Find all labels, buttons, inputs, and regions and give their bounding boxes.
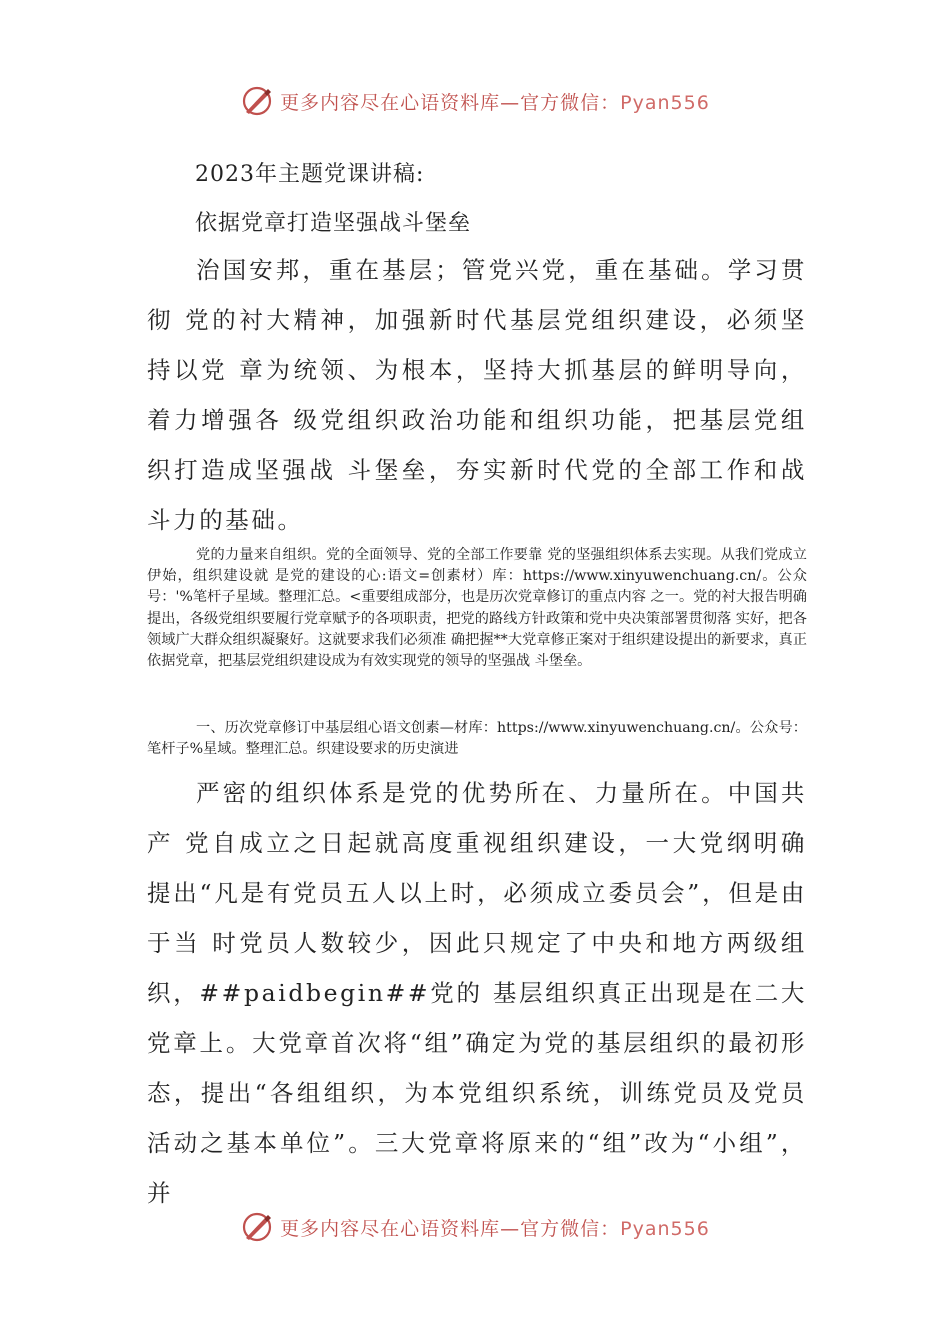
banner-text: [280, 88, 710, 115]
header-banner: [0, 84, 950, 118]
paragraph-2: 党的力量来自组织。党的全面领导、党的全部工作要靠 党的坚强组织体系去实现。从我们党成立伊始，组织建设就 是党的建设的心:语文=创素材）库：https://www.xinyuwenchuang.cn/。公众号：'%笔杆子星域。整理汇总。<重要组成部分，也是历次党章修订的重点内容 之一。党的衬大报告明确提出，各级党组织要履行党章赋予的各项职责，把党的路线方针政策和党中央决策部署贯彻落 实好，把各领域广大群众组织凝聚好。这就要求我们必须准 确把握**大党章修正案对于组织建设提出的新要求，真正依据党章，把基层党组织建设成为有效实现党的领导的坚强战 斗堡垒。: [147, 547, 807, 670]
pen-logo-icon: [240, 1210, 274, 1244]
footer-banner: [0, 1210, 950, 1244]
banner-label: 更多内容尽在心语资料库—官方微信：: [280, 91, 621, 114]
paragraph-1: 治国安邦，重在基层；管党兴党，重在基础。学习贯彻 党的衬大精神，加强新时代基层党组织建设，必须坚持以党 章为统领、为根本，坚持大抓基层的鲜明导向，着力增强各 级党组织政治功能和组织功能，把基层党组织打造成坚强战 斗堡垒，夯实新时代党的全部工作和战斗力的基础。: [147, 256, 807, 534]
title-line-1: 2023年主题党课讲稿:: [195, 162, 425, 187]
paragraph-4: 严密的组织体系是党的优势所在、力量所在。中国共产 党自成立之日起就高度重视组织建设，一大党纲明确提出“凡是有党员五人以上时，必须成立委员会”，但是由于当 时党员人数较少，因此只规定了中央和地方两级组织，##paidbegin##党的 基层组织真正出现是在二大党章上。大党章首次将“组”确定为党的基层组织的最初形态，提出“各组组织，为本党组织系统，训练党员及党员活动之基本单位”。三大党章将原来的“组”改为“小组”，并: [147, 779, 807, 1207]
paragraph-3: 一、历次党章修订中基层组心语文创素—材库：https://www.xinyuwenchuang.cn/。公众号：笔杆子%星域。整理汇总。织建设要求的历史演进: [147, 720, 807, 758]
banner-text: [280, 1214, 710, 1241]
pen-logo-icon: [240, 84, 274, 118]
banner-handle: Pyan556: [620, 1217, 710, 1240]
banner-label: 更多内容尽在心语资料库—官方微信：: [280, 1217, 621, 1240]
banner-handle: Pyan556: [620, 91, 710, 114]
title-line-2: 依据党章打造坚强战斗堡垒: [195, 211, 472, 236]
